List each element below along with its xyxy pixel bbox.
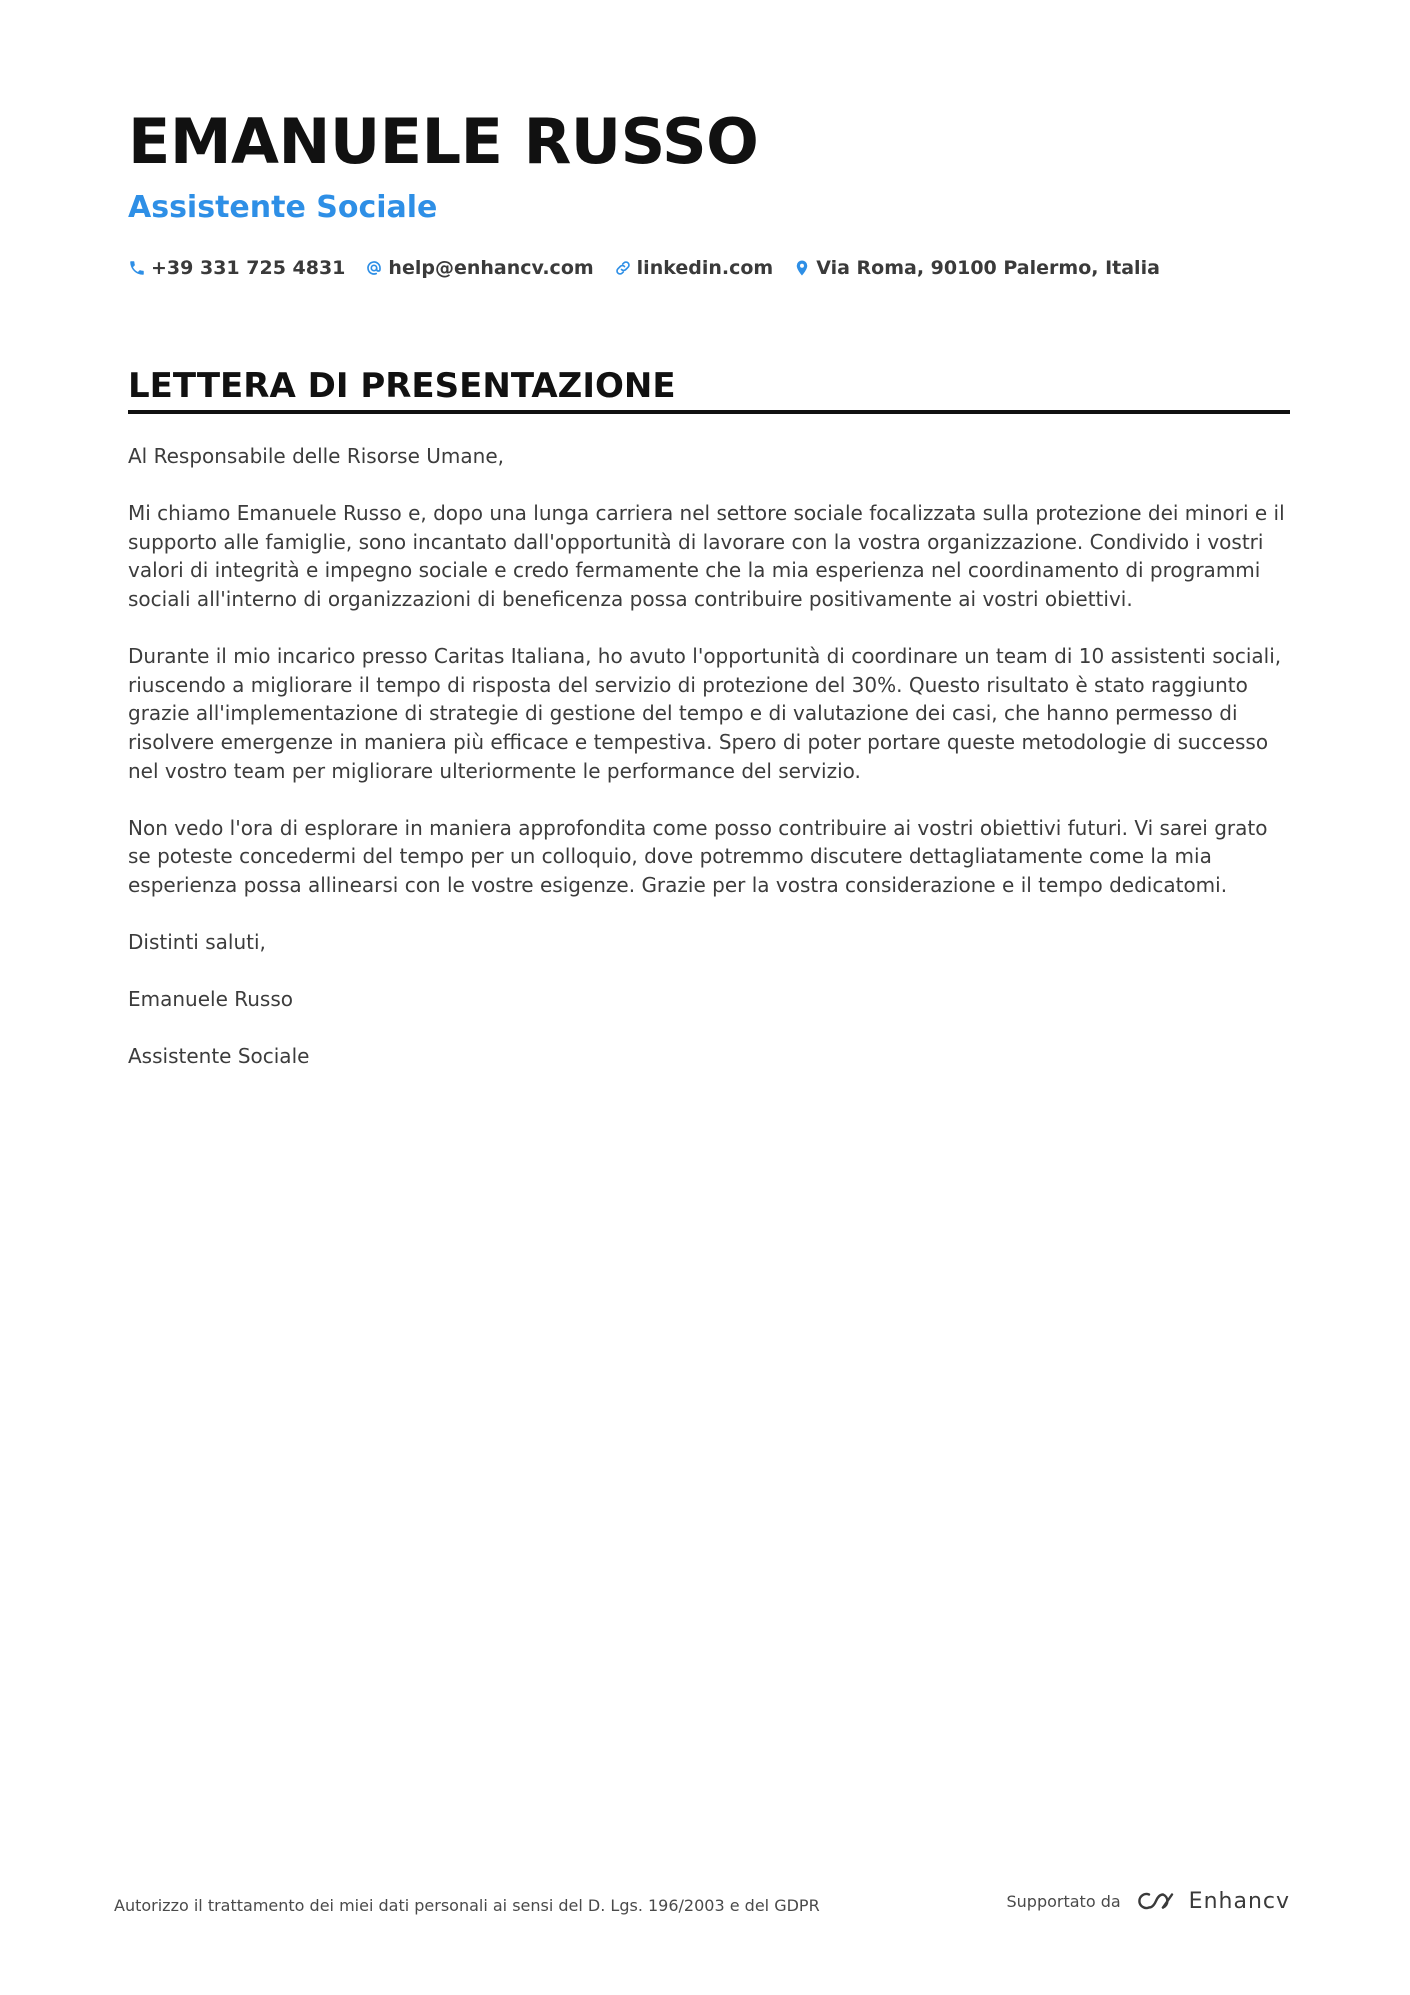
contact-bar	[128, 254, 1180, 282]
letter-paragraph: Non vedo l'ora di esplorare in maniera approfondita come posso contribuire ai vostri obiettivi futuri. Vi sarei grato se poteste concedermi del tempo per un colloquio, dove potremmo discutere dettagliatamente come la mia esperienza possa allinearsi con le vostre esigenze. Grazie per la vostra considerazione e il tempo dedicatomi.	[128, 815, 1268, 897]
contact-address-text: Via Roma, 90100 Palermo, Italia	[816, 257, 1160, 279]
contact-linkedin-text: linkedin.com	[636, 257, 774, 279]
contact-linkedin[interactable]	[614, 257, 774, 279]
contact-phone[interactable]	[128, 257, 345, 279]
section-title: LETTERA DI PRESENTAZIONE	[128, 366, 676, 406]
contact-phone-text: +39 331 725 4831	[151, 257, 346, 279]
privacy-consent: Autorizzo il trattamento dei miei dati personali ai sensi del D. Lgs. 196/2003 e del GDPR	[114, 1896, 820, 1915]
signature-title: Assistente Sociale	[128, 1044, 310, 1069]
section-divider	[128, 410, 1290, 414]
powered-by-label: Supportato da	[1006, 1891, 1121, 1911]
contact-email[interactable]	[365, 257, 593, 279]
enhancv-logo-icon	[1133, 1888, 1179, 1914]
letter-body	[128, 442, 1288, 1100]
location-icon	[793, 259, 811, 277]
letter-salutation: Al Responsabile delle Risorse Umane,	[128, 444, 504, 468]
candidate-name: EMANUELE RUSSO	[128, 105, 759, 178]
at-icon	[365, 259, 383, 277]
contact-email-text: help@enhancv.com	[388, 257, 594, 279]
letter-paragraph: Durante il mio incarico presso Caritas Italiana, ho avuto l'opportunità di coordinare un team di 10 assistenti sociali, riuscendo a migliorare il tempo di risposta del servizio di protezione del 30%. Questo risultato è stato raggiunto grazie all'implementazione di strategie di gestione del tempo e di valutazione dei casi, che hanno permesso di risolvere emergenze in maniera più efficace e tempestiva. Spero di poter portare queste metodologie di successo nel vostro team per migliorare ulteriormente le performance del servizio.	[128, 644, 1282, 783]
contact-address	[793, 257, 1160, 279]
letter-closing: Distinti saluti,	[128, 930, 266, 955]
signature-name: Emanuele Russo	[128, 987, 293, 1012]
phone-icon	[128, 259, 146, 277]
link-icon	[614, 259, 632, 277]
brand-name: Enhancv	[1188, 1888, 1290, 1914]
job-title: Assistente Sociale	[128, 190, 438, 225]
powered-by[interactable]	[1007, 1888, 1291, 1914]
letter-paragraph: Mi chiamo Emanuele Russo e, dopo una lunga carriera nel settore sociale focalizzata sulla protezione dei minori e il supporto alle famiglie, sono incantato dall'opportunità di lavorare con la vostra organizzazione. Condivido i vostri valori di integrità e impegno sociale e credo fermamente che la mia esperienza nel coordinamento di programmi sociali all'interno di organizzazioni di beneficenza possa contribuire positivamente ai vostri obiettivi.	[128, 501, 1285, 611]
